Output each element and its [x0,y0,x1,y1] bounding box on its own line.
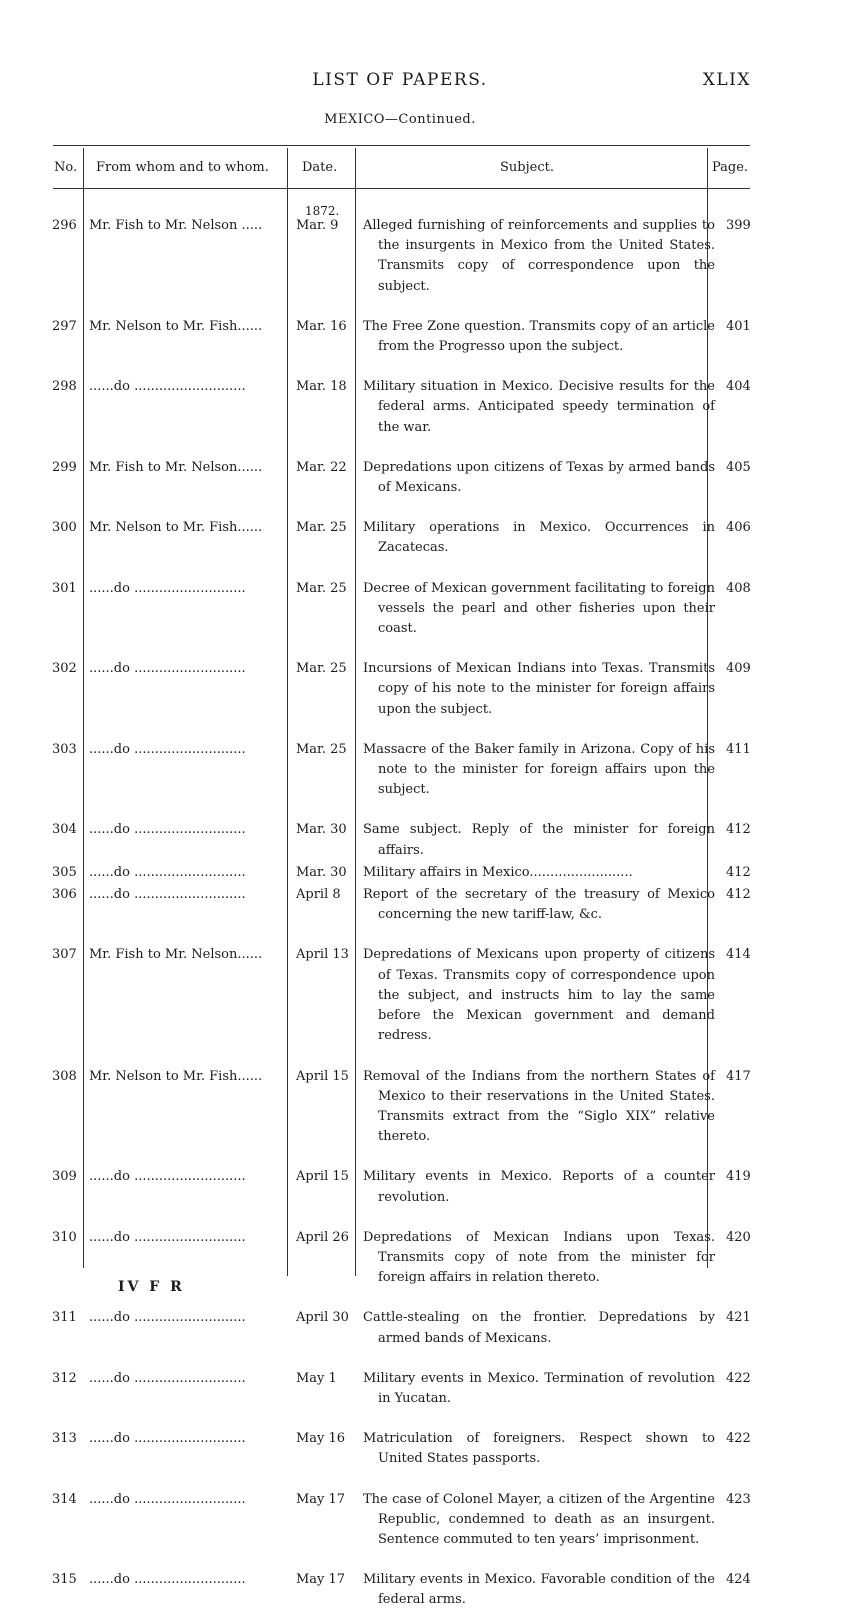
header-separator-rule [53,188,750,189]
entry-correspondents: ......do ........................... [89,1370,246,1386]
entry-number: 304 [52,822,77,838]
entry-subject: Depredations of Mexican Indians upon Texas. Transmits copy of note from the minister for foreign affairs in relation thereto. [363,1229,715,1286]
entry-page: 422 [726,1431,751,1447]
entry-date: April 15 [296,1169,349,1185]
entry-subject: Same subject. Reply of the minister for foreign affairs. [363,822,715,858]
entry-number: 309 [52,1169,77,1185]
entry-correspondents: Mr. Fish to Mr. Nelson...... [89,947,263,963]
entry-page: 423 [726,1491,751,1507]
entry-page: 412 [726,822,751,838]
entry-number: 298 [52,379,77,395]
page-title: LIST OF PAPERS. [312,70,488,90]
entry-date: Mar. 25 [296,741,347,757]
entry-correspondents: ......do ........................... [89,887,246,903]
entry-date: April 13 [296,947,349,963]
table-row [0,1369,859,1409]
entry-page: 422 [726,1370,751,1386]
table-row [0,1570,859,1610]
table-row [0,377,859,438]
column-header-page: Page. [712,160,749,175]
signature-mark: IV F R [118,1279,185,1295]
column-header-subject: Subject. [500,160,554,175]
entry-number: 299 [52,459,77,475]
entry-subject: Military events in Mexico. Reports of a counter revolution. [363,1169,715,1205]
entry-date: May 16 [296,1431,346,1447]
entry-subject: Military situation in Mexico. Decisive results for the federal arms. Anticipated speedy termination of the war. [363,379,715,435]
entry-date: May 17 [296,1491,346,1507]
entry-number: 315 [52,1572,77,1588]
entry-correspondents: ......do ........................... [89,864,246,880]
entry-subject: Military events in Mexico. Favorable condition of the federal arms. [363,1572,715,1608]
column-header-no: No. [54,160,78,175]
table-top-rule [53,145,750,146]
table-row [0,1167,859,1207]
table-row [0,1308,859,1348]
entry-correspondents: ......do ........................... [89,741,246,757]
entry-correspondents: ......do ........................... [89,661,246,677]
entry-subject: Report of the secretary of the treasury of Mexico concerning the new tariff-law, &c. [363,887,715,923]
entry-subject: Military operations in Mexico. Occurrences in Zacatecas. [363,520,715,556]
entry-date: April 30 [296,1310,349,1326]
entry-date: Mar. 18 [296,379,347,395]
table-row [0,579,859,640]
entry-correspondents: ......do ........................... [89,379,246,395]
entry-subject: Matriculation of foreigners. Respect shown to United States passports. [363,1431,715,1467]
entry-page: 419 [726,1169,751,1185]
entry-subject: Alleged furnishing of reinforcements and supplies to the insurgents in Mexico from the United States. Transmits copy of correspondence upon the subject. [363,218,715,294]
entry-page: 412 [726,887,751,903]
entry-correspondents: Mr. Fish to Mr. Nelson ..... [89,218,263,233]
entry-number: 308 [52,1068,77,1084]
entry-date: April 15 [296,1068,349,1084]
entry-page: 424 [726,1572,751,1588]
entry-number: 305 [52,864,77,880]
entry-page: 405 [726,459,751,475]
entry-page: 404 [726,379,751,395]
entry-number: 296 [52,218,77,233]
table-row [0,820,859,860]
entry-date: Mar. 25 [296,520,347,536]
entry-date: April 8 [296,887,341,903]
entry-page: 417 [726,1068,751,1084]
entry-correspondents: ......do ........................... [89,822,246,838]
entry-date: Mar. 25 [296,580,347,596]
entry-subject: The case of Colonel Mayer, a citizen of the Argentine Republic, condemned to death as an insurgent. Sentence commuted to ten years’ imprisonment. [363,1491,715,1547]
table-row [0,1429,859,1469]
entry-correspondents: ......do ........................... [89,1491,246,1507]
entry-date: May 1 [296,1370,337,1386]
table-row [0,659,859,720]
entry-page: 409 [726,661,751,677]
page-number: XLIX [702,70,751,90]
entry-correspondents: Mr. Fish to Mr. Nelson...... [89,459,263,475]
entry-page: 408 [726,580,751,596]
entry-page: 406 [726,520,751,536]
entry-subject: Decree of Mexican government facilitating to foreign vessels the pearl and other fisheries upon their coast. [363,580,715,637]
entry-subject: Military affairs in Mexico......................... [363,864,633,880]
entry-date: Mar. 9 [296,218,339,233]
table-row [0,216,859,297]
entry-number: 313 [52,1431,77,1447]
entry-subject: Depredations of Mexicans upon property of citizens of Texas. Transmits copy of correspondence upon the subject, and instructs him to lay the same before the Mexican government and demand redress. [363,947,715,1044]
entry-page: 420 [726,1229,751,1245]
entry-correspondents: ......do ........................... [89,580,246,596]
entry-correspondents: Mr. Nelson to Mr. Fish...... [89,520,263,536]
table-row [0,863,859,883]
entry-correspondents: ......do ........................... [89,1431,246,1447]
column-header-from: From whom and to whom. [96,160,269,175]
entry-number: 303 [52,741,77,757]
entry-page: 414 [726,947,751,963]
section-title: MEXICO—Continued. [324,112,476,127]
entry-correspondents: ......do ........................... [89,1572,246,1588]
entry-correspondents: ......do ........................... [89,1229,246,1245]
entry-subject: The Free Zone question. Transmits copy of an article from the Progresso upon the subject. [363,318,715,355]
entry-number: 307 [52,947,77,963]
entry-subject: Massacre of the Baker family in Arizona. Copy of his note to the minister for foreign affairs upon the subject. [363,741,715,798]
column-header-date: Date. [302,160,338,175]
entry-page: 412 [726,864,751,880]
entry-date: Mar. 25 [296,661,347,677]
entry-number: 310 [52,1229,77,1245]
entry-number: 302 [52,661,77,677]
entry-page: 411 [726,741,751,757]
table-row [0,518,859,558]
table-row [0,317,859,357]
entry-page: 399 [726,218,751,233]
entry-date: May 17 [296,1572,346,1588]
table-row [0,885,859,925]
entry-number: 312 [52,1370,77,1386]
entry-number: 311 [52,1310,77,1326]
papers-table [0,216,859,1611]
entry-number: 306 [52,887,77,903]
entry-correspondents: ......do ........................... [89,1310,246,1326]
table-row [0,945,859,1046]
year-label: 1872. [305,204,340,218]
entry-page: 421 [726,1310,751,1326]
entry-date: Mar. 16 [296,318,347,334]
entry-subject: Military events in Mexico. Termination of revolution in Yucatan. [363,1370,715,1406]
entry-subject: Cattle-stealing on the frontier. Depredations by armed bands of Mexicans. [363,1310,715,1346]
entry-number: 301 [52,580,77,596]
entry-correspondents: Mr. Nelson to Mr. Fish...... [89,318,263,334]
table-row [0,1490,859,1551]
table-row [0,458,859,498]
entry-subject: Removal of the Indians from the northern States of Mexico to their reservations in the United States. Transmits extract from the “Siglo XIX” relative thereto. [363,1068,715,1145]
entry-correspondents: ......do ........................... [89,1169,246,1185]
entry-date: Mar. 22 [296,459,347,475]
entry-date: Mar. 30 [296,864,347,880]
table-row [0,1067,859,1148]
entry-subject: Depredations upon citizens of Texas by armed bands of Mexicans. [363,459,715,496]
table-row [0,740,859,801]
entry-date: April 26 [296,1229,349,1245]
entry-number: 300 [52,520,77,536]
entry-number: 314 [52,1491,77,1507]
entry-date: Mar. 30 [296,822,347,838]
entry-number: 297 [52,318,77,334]
entry-correspondents: Mr. Nelson to Mr. Fish...... [89,1068,263,1084]
entry-page: 401 [726,318,751,334]
entry-subject: Incursions of Mexican Indians into Texas. Transmits copy of his note to the minister for foreign affairs upon the subject. [363,661,715,717]
